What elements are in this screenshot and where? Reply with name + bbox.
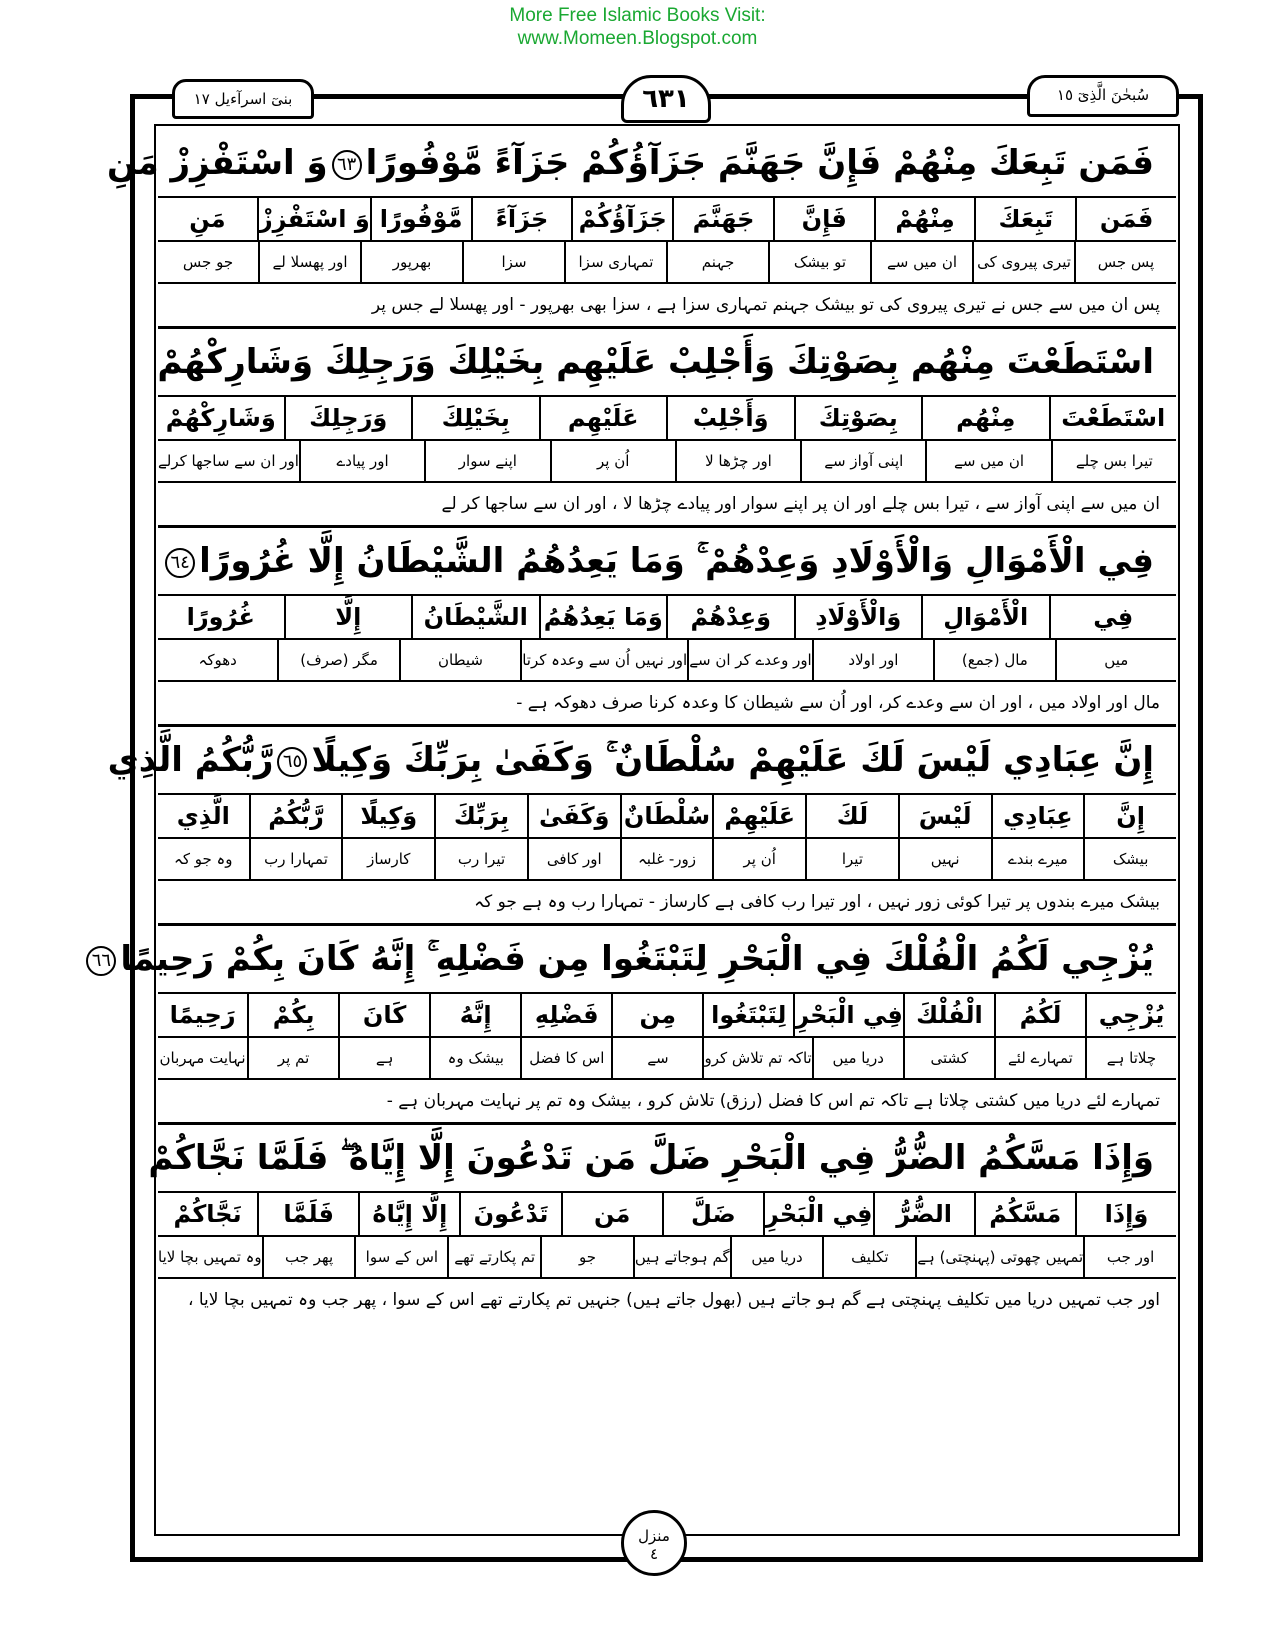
word-cell: إِلَّا إِيَّاهُ (358, 1193, 459, 1235)
word-cell: وَكِيلًا (341, 795, 434, 837)
meaning-cell: گم ہوجاتے ہیں (633, 1237, 730, 1277)
meaning-row (158, 839, 1176, 881)
word-cell: فِي الْبَحْرِ (763, 1193, 873, 1235)
para-name-tab: سُبحٰنَ الَّذِیٓ ١٥ (1027, 75, 1179, 117)
meaning-cell: تیرا (805, 839, 898, 879)
translation-line: بیشک میرے بندوں پر تیرا کوئی زور نہیں ، اور تیرا رب کافی ہے کارساز - تمہارا رب وہ ہے جو کہ (158, 881, 1176, 926)
meaning-row (158, 242, 1176, 284)
verse-section (107, 727, 1176, 926)
word-cell: مِن (611, 994, 702, 1036)
word-cell: سُلْطَانٌ (620, 795, 713, 837)
meaning-row (158, 1038, 1176, 1080)
word-cell: وَمَا يَعِدُهُمُ (539, 596, 667, 638)
meaning-cell: اُن پر (712, 839, 805, 879)
meaning-cell: اپنی آواز سے (800, 441, 925, 481)
arabic-verse-line (148, 1125, 1176, 1193)
word-cell: الشَّيْطَانُ (411, 596, 539, 638)
meaning-cell: تیرا بس چلے (1051, 441, 1176, 481)
word-cell: الْفُلْكَ (903, 994, 994, 1036)
meaning-cell: ان میں سے (870, 242, 972, 282)
meaning-row (158, 441, 1176, 483)
word-cell: مَّوْفُورًا (370, 198, 471, 240)
word-cell: لَكُمُ (994, 994, 1085, 1036)
word-row (158, 795, 1176, 839)
meaning-cell: شیطان (399, 640, 520, 680)
word-cell: جَزَآءً (471, 198, 572, 240)
word-cell: مِنْهُمْ (874, 198, 975, 240)
meaning-cell: چلاتا ہے (1085, 1038, 1176, 1078)
meaning-cell: اُن پر (550, 441, 675, 481)
meaning-cell: اس کے سوا (354, 1237, 447, 1277)
word-cell: لَيْسَ (898, 795, 991, 837)
translation-line: تمہارے لئے دریا میں کشتی چلاتا ہے تاکہ تم اس کا فضل (رزق) تلاش کرو ، بیشک وہ تم پر نہایت مہربان ہے - (158, 1080, 1176, 1125)
word-cell: غُرُورًا (186, 603, 255, 631)
translation-line: ان میں سے اپنی آواز سے ، تیرا بس چلے اور ان پر اپنے سوار اور پیادے چڑھا لا ، اور ان سے ساجھا کر لے (158, 483, 1176, 528)
verse-section (91, 926, 1176, 1125)
word-cell: رَّبُّكُمُ (249, 795, 342, 837)
meaning-row (158, 640, 1176, 682)
promo-banner (0, 4, 1275, 50)
ayah-number-marker: ٦٦ (86, 946, 116, 976)
meaning-cell: اور نہیں اُن سے وعدہ کرتا (520, 640, 687, 680)
word-cell: اسْتَطَعْتَ (1049, 397, 1177, 439)
meaning-cell: میں (1055, 640, 1176, 680)
word-cell: يُزْجِي (1085, 994, 1176, 1036)
meaning-cell: تم پر (247, 1038, 338, 1078)
promo-line-2: www.Momeen.Blogspot.com (517, 28, 758, 49)
meaning-cell: جہنم (666, 242, 768, 282)
meaning-cell: نہایت مہربان (159, 1049, 246, 1067)
manzil-marker (621, 1510, 687, 1576)
translation-line: اور جب تمہیں دریا میں تکلیف پہنچتی ہے گم ہو جاتے ہیں (بھول جاتے ہیں) جنہیں تم پکارتے تھے اس کے سوا ، پھر جب وہ تمہیں بچا لایا ، (187, 1290, 1160, 1310)
word-row (158, 198, 1176, 242)
arabic-verse-line (91, 926, 1176, 994)
meaning-cell: اور پھسلا لے (258, 242, 360, 282)
meaning-cell: اس کا فضل (520, 1038, 611, 1078)
meaning-cell: تیرا رب (434, 839, 527, 879)
meaning-cell: دریا میں (730, 1237, 823, 1277)
word-cell: مَنِ (189, 205, 226, 233)
word-cell: لِتَبْتَغُوا (702, 994, 793, 1036)
arabic-verse-text: فِي الْأَمْوَالِ وَالْأَوْلَادِ وَعِدْهُمْ ۚ وَمَا يَعِدُهُمُ الشَّيْطَانُ إِلَّا غُرُورًا (199, 541, 1154, 581)
word-cell: وَ اسْتَفْزِزْ (257, 198, 370, 240)
word-row (158, 994, 1176, 1038)
meaning-cell: وہ جو کہ (174, 850, 233, 868)
ayah-number-marker: ٦٥ (277, 747, 307, 777)
surah-name-tab: بنیٓ اسرآءيل ١٧ (172, 79, 314, 119)
meaning-cell: سزا (462, 242, 564, 282)
word-cell: وَأَجْلِبْ (666, 397, 794, 439)
word-cell: فَمَن (1075, 198, 1176, 240)
meaning-cell: تم پکارتے تھے (447, 1237, 540, 1277)
word-cell: إِنَّ (1083, 795, 1176, 837)
word-row (158, 596, 1176, 640)
meaning-cell: تو بیشک (768, 242, 870, 282)
word-cell: الْأَمْوَالِ (921, 596, 1049, 638)
word-cell: جَزَآؤُكُمْ (571, 198, 672, 240)
meaning-cell: اور کافی (527, 839, 620, 879)
meaning-cell: اور وعدے کر ان سے (687, 640, 812, 680)
word-cell: جَهَنَّمَ (672, 198, 773, 240)
arabic-verse-line (107, 727, 1176, 795)
meaning-cell: اپنے سوار (424, 441, 549, 481)
ayah-number-marker: ٦٤ (165, 548, 195, 578)
promo-line-1: More Free Islamic Books Visit: (509, 5, 766, 26)
manzil-number: ٤ (649, 1545, 659, 1563)
meaning-cell: اور ان سے ساجھا کرلے (157, 452, 299, 470)
meaning-cell: بیشک وہ (429, 1038, 520, 1078)
meaning-cell: مال (جمع) (933, 640, 1054, 680)
word-cell: مِنْهُم (921, 397, 1049, 439)
meaning-cell: تمہاری سزا (564, 242, 666, 282)
verses-table (91, 130, 1176, 1321)
meaning-cell: مگر (صرف) (277, 640, 398, 680)
manzil-label: منزل (638, 1527, 670, 1545)
meaning-cell: تمہارا رب (249, 839, 342, 879)
word-cell: عِبَادِي (991, 795, 1084, 837)
arabic-verse-line (107, 130, 1176, 198)
meaning-cell: اور جب (1083, 1237, 1176, 1277)
meaning-cell: تاکہ تم تلاش کرو (702, 1038, 811, 1078)
meaning-cell: تمہیں چھوتی (پہنچتی) ہے (915, 1237, 1083, 1277)
word-cell: ضَلَّ (662, 1193, 763, 1235)
word-cell: مَسَّكُمُ (974, 1193, 1075, 1235)
meaning-cell: زور- غلبہ (620, 839, 713, 879)
arabic-verse-text: يُزْجِي لَكُمُ الْفُلْكَ فِي الْبَحْرِ لِتَبْتَغُوا مِن فَضْلِهِ ۚ إِنَّهُ كَانَ بِكُمْ رَحِيمًا (120, 939, 1154, 979)
word-cell: وَرَجِلِكَ (284, 397, 412, 439)
word-row (158, 397, 1176, 441)
meaning-cell: بھرپور (360, 242, 462, 282)
word-cell: بِكُمْ (247, 994, 338, 1036)
meaning-cell: سے (611, 1038, 702, 1078)
word-cell: إِنَّهُ (429, 994, 520, 1036)
word-cell: وَكَفَىٰ (527, 795, 620, 837)
word-cell: وَإِذَا (1075, 1193, 1176, 1235)
page-number: ٦٣١ (621, 75, 711, 123)
word-row (158, 1193, 1176, 1237)
verse-section (158, 528, 1176, 727)
verse-section (148, 1125, 1176, 1321)
word-cell: نَجَّاكُمْ (173, 1200, 242, 1228)
meaning-cell: جو جس (182, 253, 234, 271)
meaning-cell: ہے (338, 1038, 429, 1078)
word-cell: تَدْعُونَ (459, 1193, 560, 1235)
word-cell: مَن (561, 1193, 662, 1235)
meaning-cell: کشتی (903, 1038, 994, 1078)
arabic-verse-continuation: رَّبُّكُمُ الَّذِي (107, 740, 274, 780)
meaning-cell: اور چڑھا لا (675, 441, 800, 481)
verse-section (158, 329, 1176, 528)
word-cell: وَالْأَوْلَادِ (794, 596, 922, 638)
meaning-cell: اور اولاد (812, 640, 933, 680)
word-cell: بِرَبِّكَ (434, 795, 527, 837)
word-cell: بِصَوْتِكَ (794, 397, 922, 439)
word-cell: إِلَّا (284, 596, 412, 638)
word-cell: فَإِنَّ (773, 198, 874, 240)
arabic-verse-continuation: وَ اسْتَفْزِزْ مَنِ (107, 143, 328, 183)
translation-line: مال اور اولاد میں ، اور ان سے وعدے کر، اور اُن سے شیطان کا وعدہ کرنا صرف دھوکہ ہے - (158, 682, 1176, 727)
word-cell: بِخَيْلِكَ (411, 397, 539, 439)
word-cell: عَلَيْهِمْ (712, 795, 805, 837)
word-cell: عَلَيْهِم (539, 397, 667, 439)
verse-section (107, 130, 1176, 329)
meaning-cell: کارساز (341, 839, 434, 879)
meaning-cell: پس جس (1074, 242, 1176, 282)
word-cell: فَلَمَّا (257, 1193, 358, 1235)
word-cell: تَبِعَكَ (974, 198, 1075, 240)
meaning-cell: بیشک (1083, 839, 1176, 879)
word-cell: رَحِيمًا (169, 1001, 236, 1029)
ayah-number-marker: ٦٣ (332, 150, 362, 180)
meaning-cell: پھر جب (262, 1237, 355, 1277)
arabic-verse-text: فَمَن تَبِعَكَ مِنْهُمْ فَإِنَّ جَهَنَّمَ جَزَآؤُكُمْ جَزَآءً مَّوْفُورًا (365, 143, 1154, 183)
meaning-cell: دھوکہ (198, 651, 237, 669)
meaning-row (158, 1237, 1176, 1279)
word-cell: الَّذِي (176, 802, 230, 830)
meaning-cell: ان میں سے (925, 441, 1050, 481)
word-cell: فِي الْبَحْرِ (793, 994, 903, 1036)
meaning-cell: جو (540, 1237, 633, 1277)
arabic-verse-text: إِنَّ عِبَادِي لَيْسَ لَكَ عَلَيْهِمْ سُلْطَانٌ ۚ وَكَفَىٰ بِرَبِّكَ وَكِيلًا (311, 740, 1154, 780)
word-cell: فِي (1049, 596, 1177, 638)
arabic-verse-text: اسْتَطَعْتَ مِنْهُم بِصَوْتِكَ وَأَجْلِبْ عَلَيْهِم بِخَيْلِكَ وَرَجِلِكَ وَشَارِكْهُمْ (157, 342, 1154, 382)
translation-line: پس ان میں سے جس نے تیری پیروی کی تو بیشک جہنم تمہاری سزا ہے ، سزا بھی بھرپور - اور پھسلا لے جس پر (158, 284, 1176, 329)
arabic-verse-line (158, 329, 1176, 397)
word-cell: كَانَ (338, 994, 429, 1036)
word-cell: لَكَ (805, 795, 898, 837)
word-cell: الضُّرُّ (873, 1193, 974, 1235)
word-cell: فَضْلِهِ (520, 994, 611, 1036)
meaning-cell: دریا میں (812, 1038, 903, 1078)
meaning-cell: تمہارے لئے (994, 1038, 1085, 1078)
meaning-cell: اور پیادے (299, 441, 424, 481)
arabic-verse-line (158, 528, 1176, 596)
meaning-cell: وہ تمہیں بچا لایا (158, 1248, 262, 1266)
meaning-cell: نہیں (898, 839, 991, 879)
meaning-cell: میرے بندے (991, 839, 1084, 879)
meaning-cell: تکلیف (822, 1237, 915, 1277)
meaning-cell: تیری پیروی کی (972, 242, 1074, 282)
arabic-verse-text: وَإِذَا مَسَّكُمُ الضُّرُّ فِي الْبَحْرِ ضَلَّ مَن تَدْعُونَ إِلَّا إِيَّاهُ ۖ فَلَمَّا نَجَّاكُمْ (148, 1138, 1154, 1178)
word-cell: وَعِدْهُمْ (666, 596, 794, 638)
word-cell: وَشَارِكْهُمْ (165, 404, 276, 432)
